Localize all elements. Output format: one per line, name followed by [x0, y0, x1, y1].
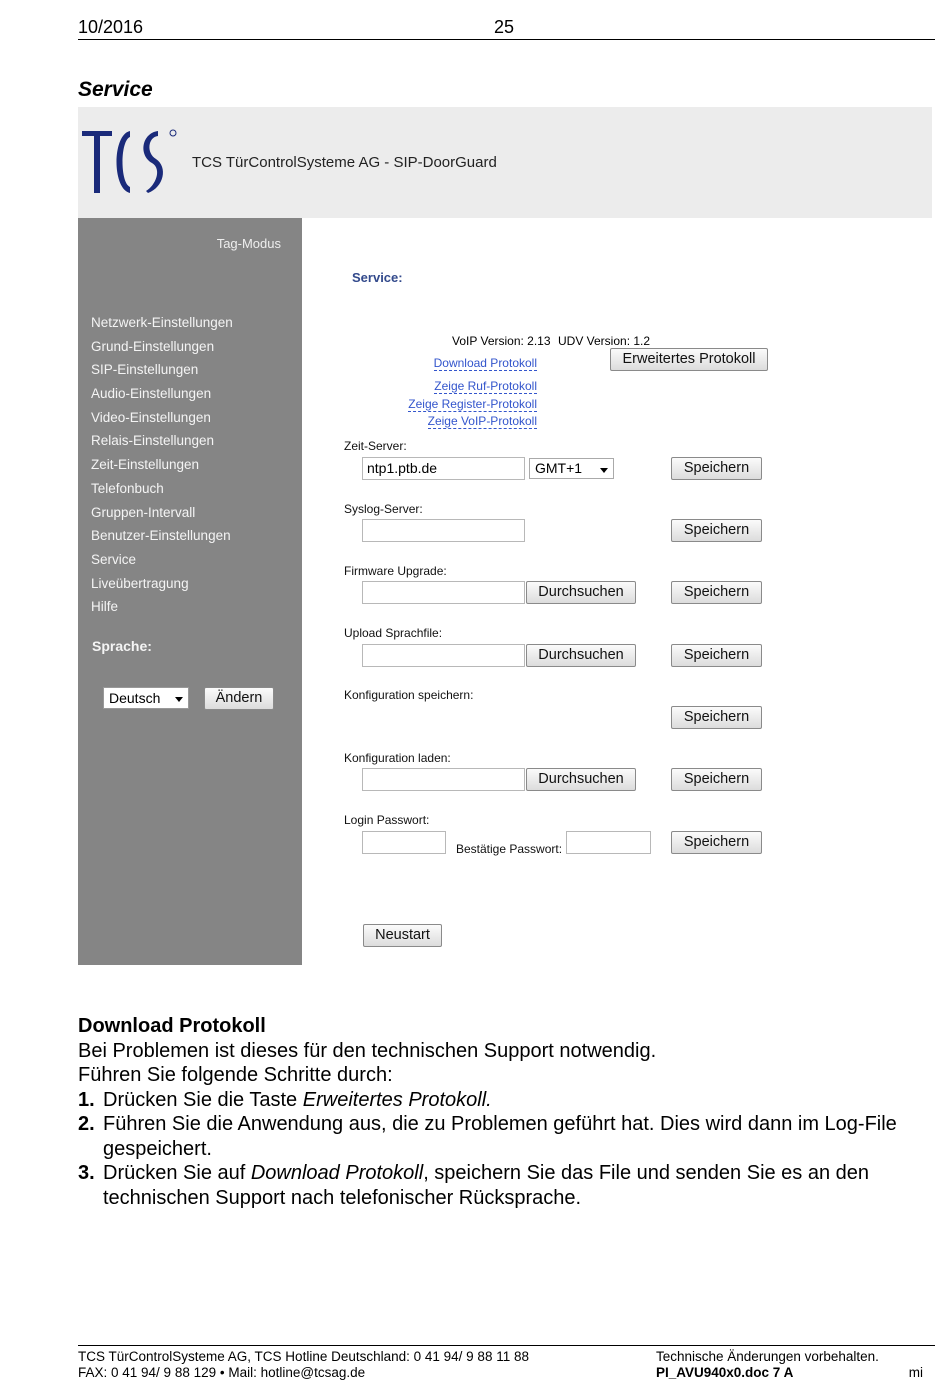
sidebar-item[interactable]: Benutzer-Einstellungen — [91, 528, 231, 544]
browse-language-file-button[interactable]: Durchsuchen — [526, 644, 636, 667]
step-3-text-end: , speichern Sie das File und senden Sie es an den technischen Support nach telefonischer Rücksprache. — [103, 1162, 870, 1209]
body-line-1: Bei Problemen ist dieses für den technischen Support notwendig. — [78, 1039, 657, 1062]
language-label: Sprache: — [92, 638, 152, 654]
step-1-number: 1. — [78, 1088, 95, 1111]
confirm-password-label: Bestätige Passwort: — [456, 842, 563, 856]
download-protocol-link[interactable]: Download Protokoll — [433, 356, 537, 370]
chevron-down-icon — [600, 468, 608, 473]
footer-hotline: TCS TürControlSysteme AG, TCS Hotline Deutschland: 0 41 94/ 9 88 11 88 — [78, 1349, 529, 1364]
change-language-button[interactable]: Ändern — [204, 687, 274, 710]
firmware-file-input[interactable] — [362, 581, 525, 604]
page-header — [78, 14, 935, 40]
section-title: Service — [78, 78, 153, 101]
body-heading: Download Protokoll — [78, 1015, 266, 1037]
step-2-number: 2. — [78, 1113, 95, 1135]
footer-document-id: PI_AVU940x0.doc 7 A — [656, 1365, 794, 1380]
sidebar-nav — [91, 315, 233, 623]
page-footer — [78, 1345, 935, 1380]
sidebar-item[interactable]: Gruppen-Intervall — [91, 504, 196, 520]
save-firmware-button[interactable]: Speichern — [671, 581, 762, 604]
sidebar-item[interactable]: Liveübertragung — [91, 575, 189, 591]
language-file-label: Upload Sprachfile: — [344, 626, 443, 640]
save-time-server-button[interactable]: Speichern — [671, 457, 762, 480]
banner-title: TCS TürControlSysteme AG - SIP-DoorGuard — [192, 154, 497, 171]
step-3-text: Drücken Sie auf — [103, 1162, 251, 1184]
body-text — [78, 1014, 938, 1210]
step-3-emphasis: Download Protokoll — [250, 1162, 424, 1184]
step-2 — [78, 1112, 938, 1161]
sidebar-item[interactable]: SIP-Einstellungen — [91, 362, 199, 378]
tcs-logo — [82, 125, 178, 197]
sidebar — [78, 218, 302, 965]
load-config-save-button[interactable]: Speichern — [671, 768, 762, 791]
chevron-down-icon — [175, 697, 183, 702]
sidebar-item[interactable]: Audio-Einstellungen — [91, 386, 212, 402]
header-page-number: 25 — [494, 17, 515, 37]
language-file-input[interactable] — [362, 644, 525, 667]
step-3 — [78, 1161, 938, 1210]
register-log-link[interactable]: Zeige Register-Protokoll — [408, 397, 537, 411]
timezone-select[interactable] — [529, 458, 614, 479]
sidebar-item[interactable]: Hilfe — [91, 599, 119, 615]
save-config-button[interactable]: Speichern — [671, 706, 762, 729]
body-line-2: Führen Sie folgende Schritte durch: — [78, 1064, 393, 1086]
sidebar-item[interactable]: Relais-Einstellungen — [91, 433, 215, 449]
save-syslog-button[interactable]: Speichern — [671, 519, 762, 542]
header-date: 10/2016 — [78, 17, 144, 37]
web-ui-screenshot — [78, 107, 932, 965]
browse-config-button[interactable]: Durchsuchen — [526, 768, 636, 791]
language-select[interactable] — [103, 687, 189, 709]
banner — [78, 107, 932, 218]
step-1-text: Drücken Sie die Taste — [103, 1088, 303, 1111]
footer-code: mi — [908, 1365, 923, 1380]
step-1 — [78, 1088, 938, 1113]
sidebar-item[interactable]: Video-Einstellungen — [91, 409, 211, 425]
save-password-button[interactable]: Speichern — [671, 831, 762, 854]
firmware-label: Firmware Upgrade: — [344, 564, 447, 578]
udv-version: UDV Version: 1.2 — [558, 334, 651, 348]
sidebar-item-service[interactable]: Service — [91, 551, 137, 567]
timezone-value: GMT+1 — [535, 460, 583, 476]
syslog-label: Syslog-Server: — [344, 502, 423, 516]
service-title: Service: — [352, 270, 403, 285]
restart-button[interactable]: Neustart — [363, 924, 442, 947]
sidebar-item[interactable]: Grund-Einstellungen — [91, 338, 215, 354]
footer-disclaimer: Technische Änderungen vorbehalten. — [656, 1349, 879, 1364]
step-1-emphasis: Erweitertes Protokoll. — [302, 1088, 492, 1111]
call-log-link[interactable]: Zeige Ruf-Protokoll — [434, 379, 537, 393]
time-server-label: Zeit-Server: — [344, 439, 407, 453]
config-file-input[interactable] — [362, 768, 525, 791]
mode-link[interactable]: Tag-Modus — [216, 236, 281, 251]
save-language-file-button[interactable]: Speichern — [671, 644, 762, 667]
sidebar-item[interactable]: Netzwerk-Einstellungen — [91, 315, 233, 330]
confirm-password-input[interactable] — [566, 831, 651, 854]
step-2-text: Führen Sie die Anwendung aus, die zu Problemen geführt hat. Dies wird dann im Log-File gespeichert. — [103, 1113, 897, 1160]
time-server-input[interactable]: ntp1.ptb.de — [362, 457, 525, 480]
login-password-input[interactable] — [362, 831, 446, 854]
footer-contact: FAX: 0 41 94/ 9 88 129 • Mail: hotline@tcsag.de — [78, 1365, 366, 1380]
service-panel — [302, 218, 932, 965]
config-load-label: Konfiguration laden: — [344, 751, 451, 765]
voip-log-link[interactable]: Zeige VoIP-Protokoll — [427, 414, 537, 428]
browse-firmware-button[interactable]: Durchsuchen — [526, 581, 636, 604]
voip-version: VoIP Version: 2.13 — [452, 334, 551, 348]
login-password-label: Login Passwort: — [344, 813, 430, 827]
step-3-number: 3. — [78, 1162, 95, 1184]
sidebar-item[interactable]: Zeit-Einstellungen — [91, 457, 200, 473]
sidebar-item[interactable]: Telefonbuch — [91, 480, 164, 496]
extended-protocol-button[interactable]: Erweitertes Protokoll — [610, 348, 768, 371]
language-value: Deutsch — [109, 690, 161, 706]
config-save-label: Konfiguration speichern: — [344, 688, 474, 702]
syslog-input[interactable] — [362, 519, 525, 542]
